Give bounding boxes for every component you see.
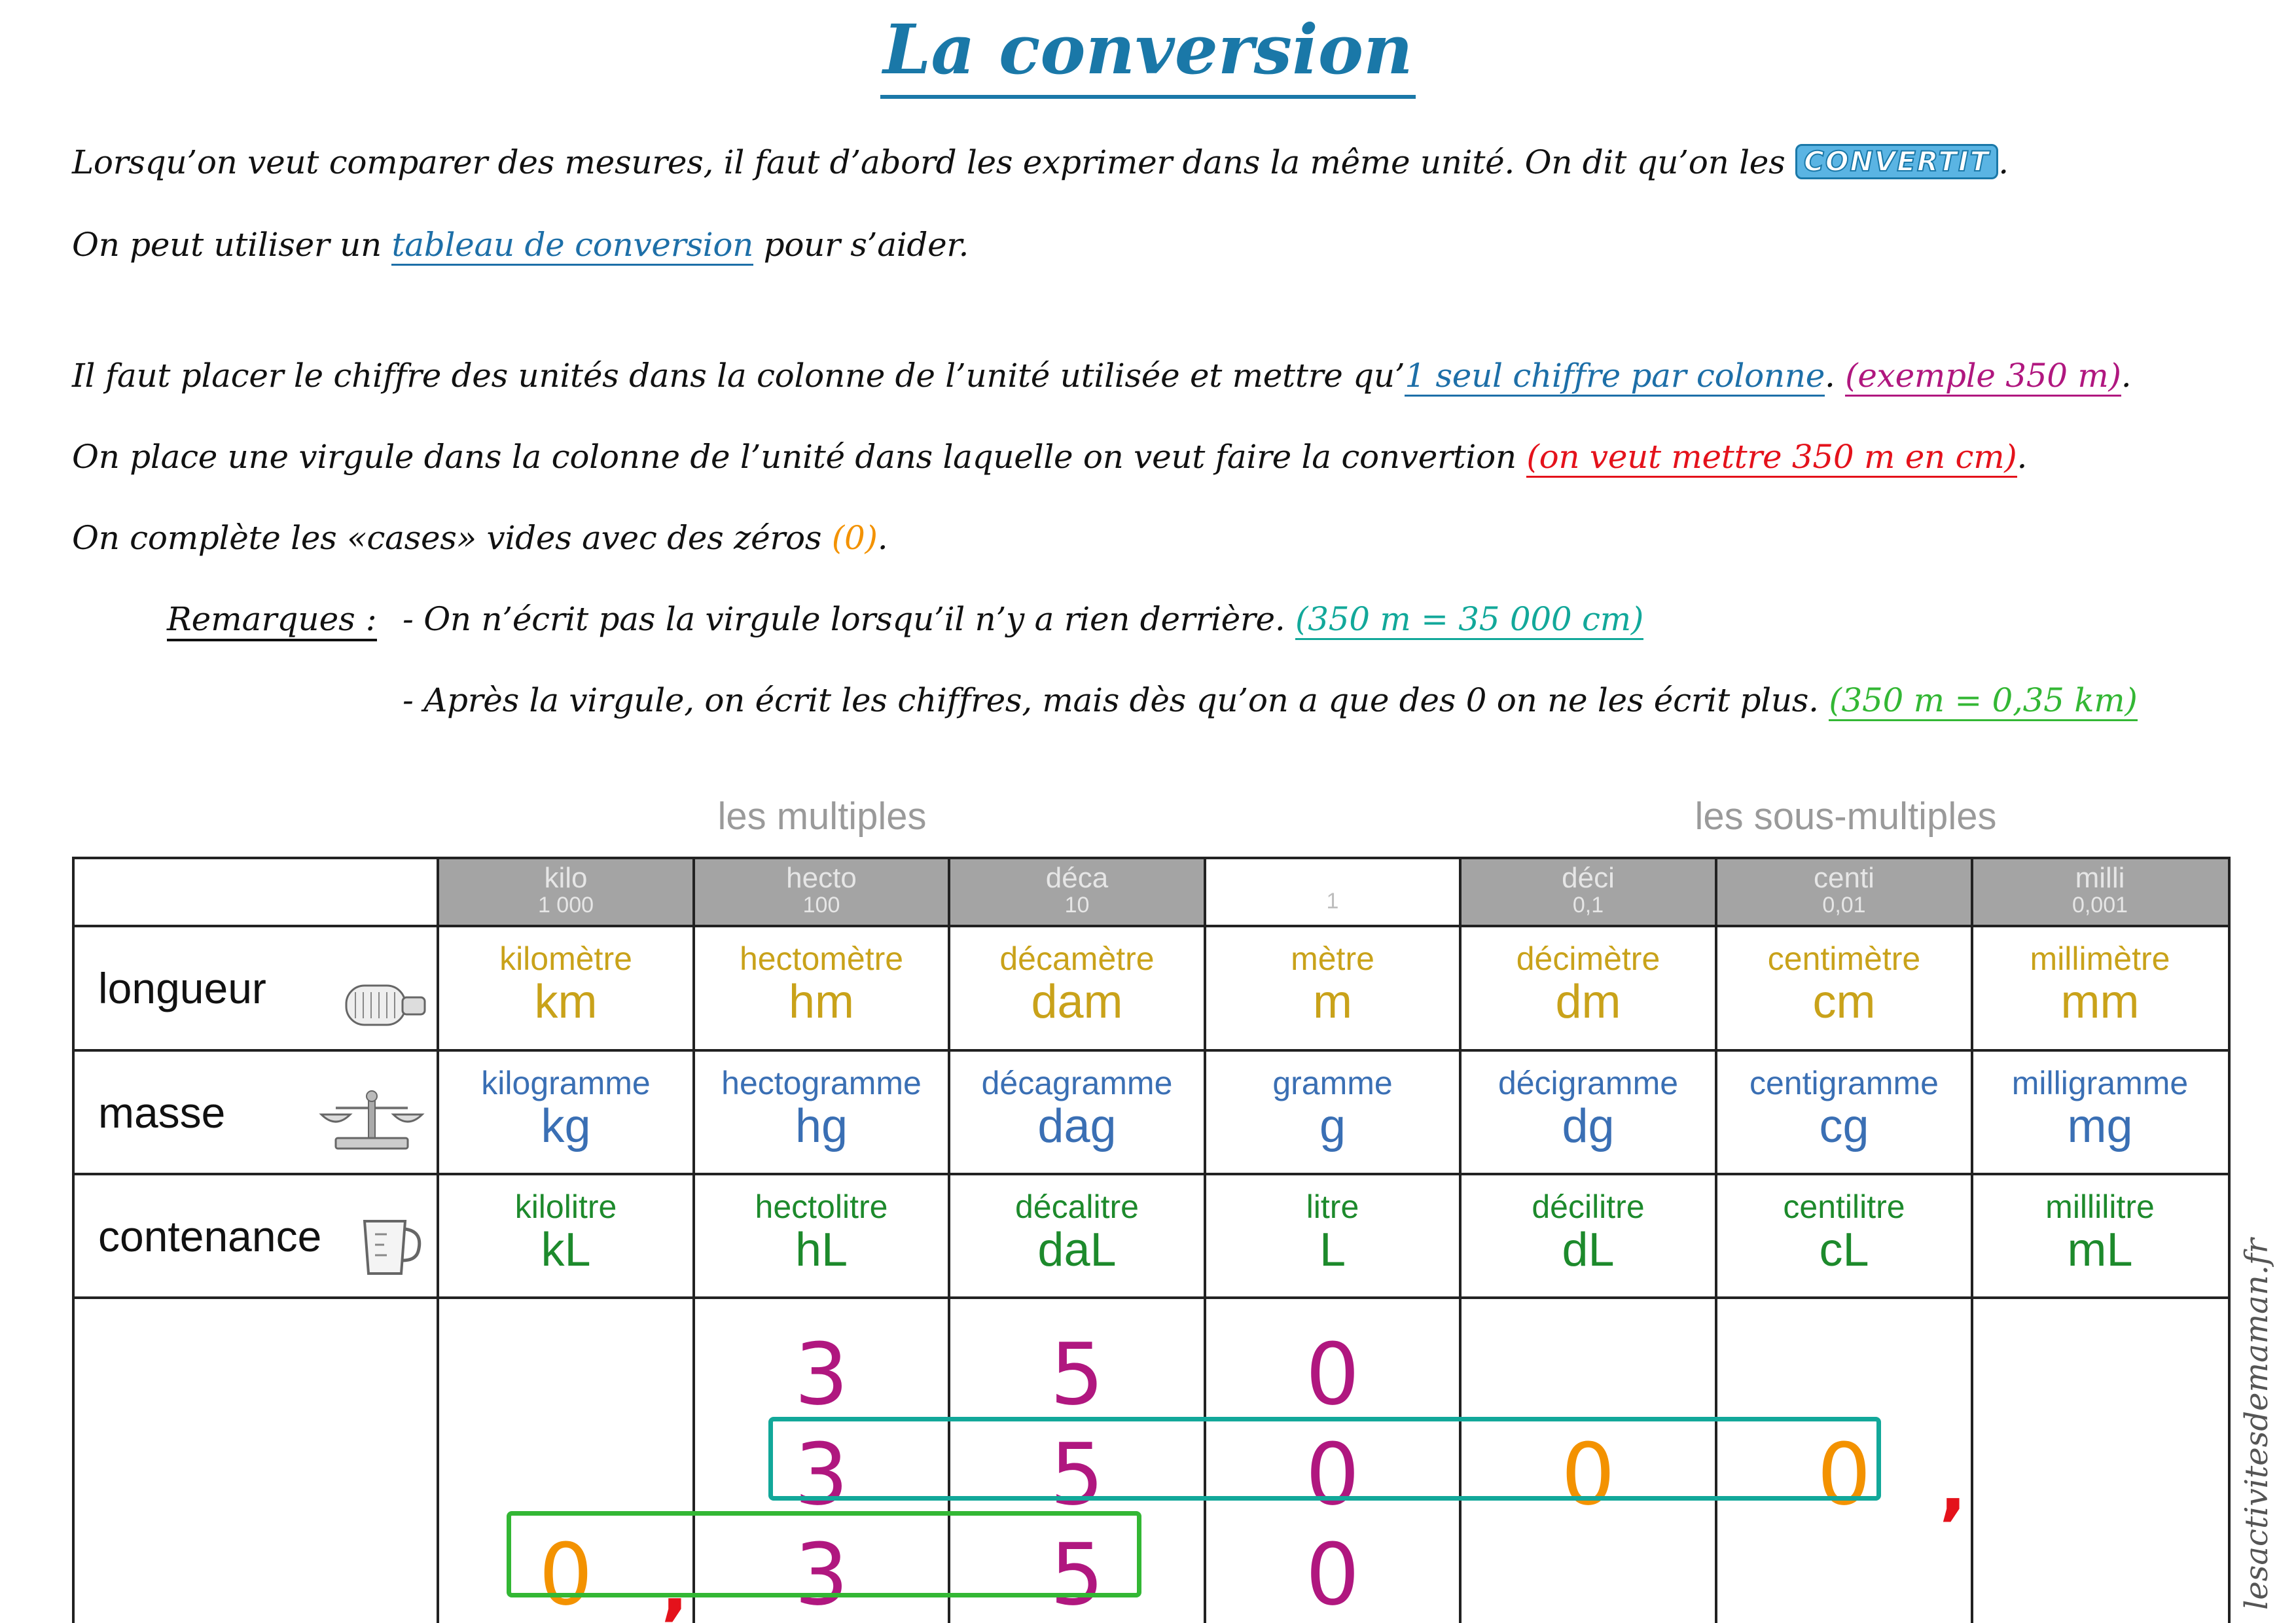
prefix-name: milli [2075, 862, 2125, 894]
unit-abbr: kL [541, 1224, 591, 1276]
unit-name: kilogramme [481, 1065, 651, 1101]
unit-name: hectolitre [755, 1188, 888, 1225]
row-label-contenance [75, 1174, 438, 1298]
unit-name: milligramme [2011, 1065, 2189, 1101]
table-row-divider [75, 1173, 2228, 1175]
rule-line-3: On complète les «cases» vides avec des zéros (0). [72, 519, 888, 557]
unit-name: décigramme [1498, 1065, 1679, 1101]
table-row-divider [75, 1049, 2228, 1052]
unit-abbr: cm [1812, 976, 1876, 1028]
prefix-factor: 1 000 [537, 893, 594, 918]
example-digit: 5 [1050, 1525, 1104, 1623]
example-digit: 5 [1050, 1325, 1104, 1424]
unit-cell-kL [438, 1174, 694, 1298]
unit-abbr: daL [1037, 1224, 1117, 1276]
example-digit: 0 [1817, 1425, 1871, 1524]
unit-abbr: g [1319, 1100, 1346, 1152]
unit-name: gramme [1272, 1065, 1393, 1101]
example-350m: (exemple 350 m) [1845, 357, 2121, 397]
example-digit: 0 [1561, 1425, 1615, 1524]
table-row-divider [75, 1296, 2228, 1299]
rule-line-1: Il faut placer le chiffre des unités dans la colonne de l’unité utilisée et mettre qu’1 seul chiffre par colonne. (exemple 350 m). [72, 356, 2131, 395]
unit-abbr: mm [2060, 976, 2140, 1028]
example-digit: 0 [539, 1525, 593, 1623]
zero-example: (0) [831, 519, 878, 557]
example-digit: 3 [794, 1425, 849, 1524]
prefix-factor: 0,001 [2072, 893, 2128, 918]
example-digit: 0 [1305, 1425, 1360, 1524]
prefix-factor: 0,1 [1572, 893, 1604, 918]
prefix-header-déci [1460, 859, 1716, 926]
unit-cell-hL [694, 1174, 949, 1298]
prefix-name: déca [1045, 862, 1109, 894]
rule-line-2: On place une virgule dans la colonne de l’unité dans laquelle on veut faire la convertion (on veut mettre 350 m en cm). [72, 437, 2027, 476]
unit-cell-dg [1460, 1050, 1716, 1174]
measuring-jug-icon [355, 1212, 427, 1287]
conversion-table [72, 857, 2231, 1623]
unit-cell-dag [949, 1050, 1205, 1174]
unit-name: décagramme [981, 1065, 1173, 1101]
prefix-name [1205, 859, 1460, 889]
unit-name: millimètre [2030, 940, 2170, 977]
decimal-comma: , [1939, 1445, 1967, 1529]
prefix-factor: 1 [1326, 889, 1339, 914]
prefix-name: déci [1562, 862, 1615, 894]
prefix-factor: 100 [802, 893, 840, 918]
unit-name: centilitre [1783, 1188, 1905, 1225]
remark-2-example: (350 m = 0,35 km) [1829, 681, 2137, 721]
convertit-badge: CONVERTIT [1795, 144, 1998, 179]
table-column-divider [1971, 859, 1973, 1623]
decimal-comma: , [661, 1545, 689, 1623]
unit-cell-km [438, 926, 694, 1050]
unit-cell-mg [1972, 1050, 2228, 1174]
scale-icon [316, 1088, 427, 1164]
example-digit: 0 [1305, 1525, 1360, 1623]
prefix-factor: 0,01 [1822, 893, 1866, 918]
table-column-divider [1204, 859, 1206, 1623]
table-column-divider [692, 859, 695, 1623]
table-column-divider [1715, 859, 1717, 1623]
unit-name: décimètre [1516, 940, 1660, 977]
row-label-text: longueur [98, 964, 266, 1012]
unit-cell-mL [1972, 1174, 2228, 1298]
table-column-divider [948, 859, 950, 1623]
unit-name: hectomètre [739, 940, 904, 977]
table-column-divider [1459, 859, 1462, 1623]
unit-cell-dm [1460, 926, 1716, 1050]
prefix-name: hecto [786, 862, 857, 894]
unit-name: décalitre [1015, 1188, 1139, 1225]
unit-name: décilitre [1532, 1188, 1645, 1225]
unit-cell-hg [694, 1050, 949, 1174]
unit-cell-cL [1716, 1174, 1972, 1298]
unit-abbr: mL [2067, 1224, 2133, 1276]
unit-cell-g [1205, 1050, 1460, 1174]
unit-abbr: cL [1819, 1224, 1869, 1276]
submultiples-label: les sous-multiples [1695, 795, 1997, 838]
unit-abbr: dm [1555, 976, 1621, 1028]
table-row-divider [75, 925, 2228, 927]
table-column-divider [437, 859, 439, 1623]
highlight-box-35000cm [768, 1417, 1881, 1501]
unit-cell-daL [949, 1174, 1205, 1298]
unit-name: millilitre [2045, 1188, 2155, 1225]
prefix-factor: 10 [1064, 893, 1090, 918]
example-digit: 0 [1305, 1325, 1360, 1424]
unit-abbr: hL [795, 1224, 848, 1276]
unit-cell-kg [438, 1050, 694, 1174]
unit-abbr: m [1313, 976, 1352, 1028]
unit-cell-mm [1972, 926, 2228, 1050]
unit-abbr: hg [795, 1100, 848, 1152]
page-title: La conversion [0, 9, 2296, 99]
one-digit-per-column: 1 seul chiffre par colonne [1405, 357, 1825, 397]
unit-cell-dam [949, 926, 1205, 1050]
remark-1-example: (350 m = 35 000 cm) [1295, 600, 1643, 640]
unit-name: centimètre [1767, 940, 1921, 977]
unit-cell-dL [1460, 1174, 1716, 1298]
row-label-masse [75, 1050, 438, 1174]
row-label-longueur [75, 926, 438, 1050]
unit-name: litre [1306, 1188, 1359, 1225]
watermark: lesactivitesdemaman.fr [2238, 1238, 2275, 1610]
unit-abbr: dL [1562, 1224, 1615, 1276]
prefix-header-kilo [438, 859, 694, 926]
unit-name: kilomètre [499, 940, 632, 977]
unit-abbr: dg [1562, 1100, 1615, 1152]
highlight-box-035km [507, 1511, 1141, 1597]
example-350m-to-cm: (on veut mettre 350 m en cm) [1526, 438, 2017, 478]
intro-line-1: Lorsqu’on veut comparer des mesures, il faut d’abord les exprimer dans la même unité. On dit qu’on les CONVERTIT . [72, 143, 2009, 181]
unit-abbr: mg [2067, 1100, 2133, 1152]
example-digit: 3 [794, 1525, 849, 1623]
tape-measure-icon [342, 978, 427, 1040]
unit-abbr: km [534, 976, 598, 1028]
unit-cell-L [1205, 1174, 1460, 1298]
unit-abbr: hm [788, 976, 855, 1028]
prefix-header-milli [1972, 859, 2228, 926]
remarks-label: Remarques : [167, 599, 377, 641]
unit-name: mètre [1291, 940, 1374, 977]
prefix-header-déca [949, 859, 1205, 926]
prefix-name: centi [1814, 862, 1874, 894]
unit-cell-cg [1716, 1050, 1972, 1174]
unit-abbr: kg [541, 1100, 591, 1152]
unit-name: décamètre [999, 940, 1155, 977]
unit-abbr: cg [1819, 1100, 1869, 1152]
unit-name: hectogramme [721, 1065, 922, 1101]
unit-name: kilolitre [514, 1188, 617, 1225]
prefix-header-centi [1716, 859, 1972, 926]
unit-abbr: L [1319, 1224, 1346, 1276]
prefix-header-unit [1205, 859, 1460, 926]
unit-cell-cm [1716, 926, 1972, 1050]
unit-abbr: dag [1037, 1100, 1117, 1152]
example-digit: 5 [1050, 1425, 1104, 1524]
unit-cell-m [1205, 926, 1460, 1050]
example-digit: 3 [794, 1325, 849, 1424]
row-label-text: masse [98, 1088, 226, 1137]
multiples-label: les multiples [717, 795, 927, 838]
remark-2: - Après la virgule, on écrit les chiffres, mais dès qu’on a que des 0 on ne les écrit plus. (350 m = 0,35 km) [403, 681, 2138, 720]
prefix-header-hecto [694, 859, 949, 926]
unit-abbr: dam [1031, 976, 1123, 1028]
remark-1: - On n’écrit pas la virgule lorsqu’il n’y a rien derrière. (350 m = 35 000 cm) [403, 599, 1643, 639]
tableau-de-conversion-link: tableau de conversion [391, 226, 753, 266]
unit-cell-hm [694, 926, 949, 1050]
prefix-name: kilo [544, 862, 588, 894]
row-label-text: contenance [98, 1211, 322, 1260]
intro-line-2: On peut utiliser un tableau de conversion pour s’aider. [72, 225, 969, 264]
unit-name: centigramme [1749, 1065, 1939, 1101]
